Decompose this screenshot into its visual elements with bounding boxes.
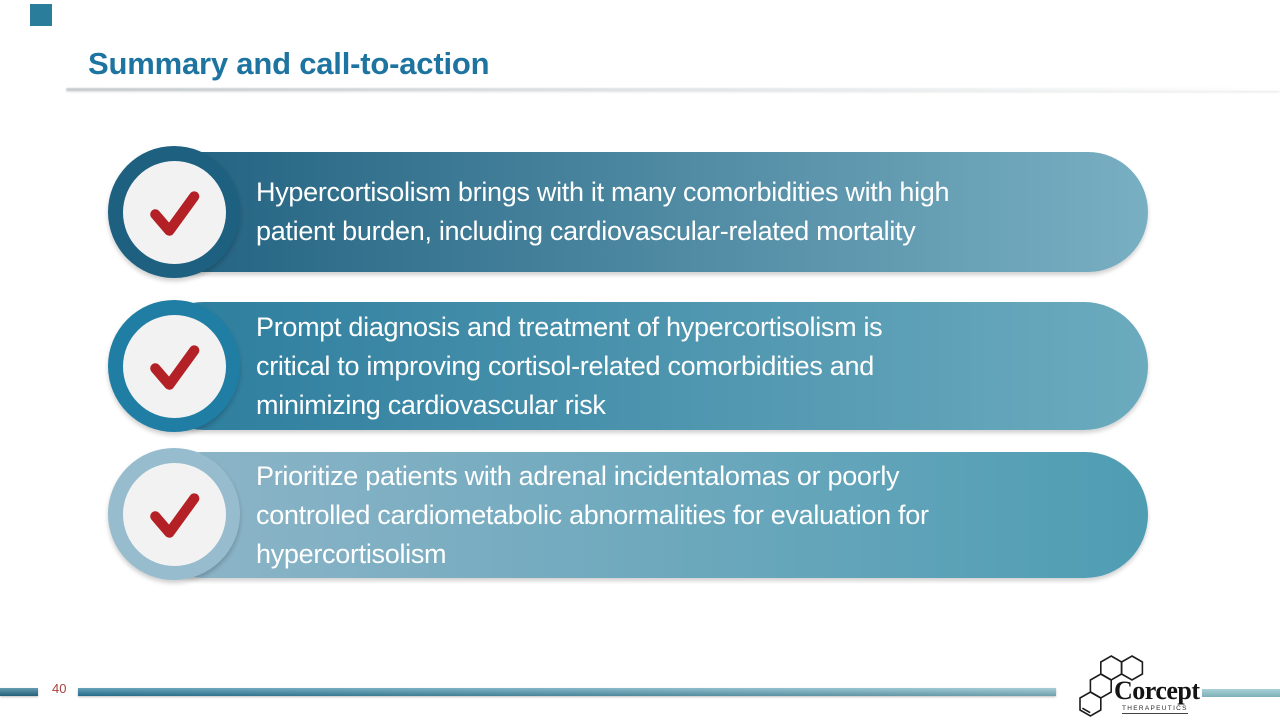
banner-3-line-1: Prioritize patients with adrenal incidentalomas or poorly (256, 460, 900, 491)
check-circle-3 (108, 448, 240, 580)
check-circle-2 (108, 300, 240, 432)
summary-banner-3 (140, 452, 1148, 578)
banner-1-line-1: Hypercortisolism brings with it many comorbidities with high (256, 177, 950, 207)
slide-title: Summary and call-to-action (88, 46, 490, 81)
title-divider (66, 88, 1280, 91)
banner-3-line-2: controlled cardiometabolic abnormalities for evaluation for (256, 499, 929, 530)
corcept-logo (1070, 654, 1200, 718)
banner-1-text (256, 173, 1114, 251)
footer-rule-right (1202, 689, 1280, 697)
checkmark-icon (123, 315, 226, 418)
corner-accent-square (30, 4, 52, 26)
banner-2-line-1: Prompt diagnosis and treatment of hypercortisolism is (256, 311, 883, 342)
banner-2-line-2: critical to improving cortisol-related comorbidities and (256, 350, 874, 381)
summary-banner-1 (140, 152, 1148, 272)
footer-rule-main (78, 688, 1056, 696)
check-circle-1 (108, 146, 240, 278)
page-number: 40 (52, 681, 67, 696)
summary-banner-2 (140, 302, 1148, 430)
banner-2-line-3: minimizing cardiovascular risk (256, 389, 606, 420)
footer-rule-left (0, 688, 38, 696)
banner-1-line-2: patient burden, including cardiovascular-related mortality (256, 216, 916, 246)
checkmark-icon (123, 463, 226, 566)
banner-3-text (256, 457, 1114, 574)
logo-subtext: THERAPEUTICS (1122, 705, 1188, 712)
banner-2-text (256, 308, 1114, 425)
checkmark-icon (123, 161, 226, 264)
logo-wordmark: Corcept (1114, 676, 1200, 705)
banner-3-line-3: hypercortisolism (256, 538, 447, 569)
